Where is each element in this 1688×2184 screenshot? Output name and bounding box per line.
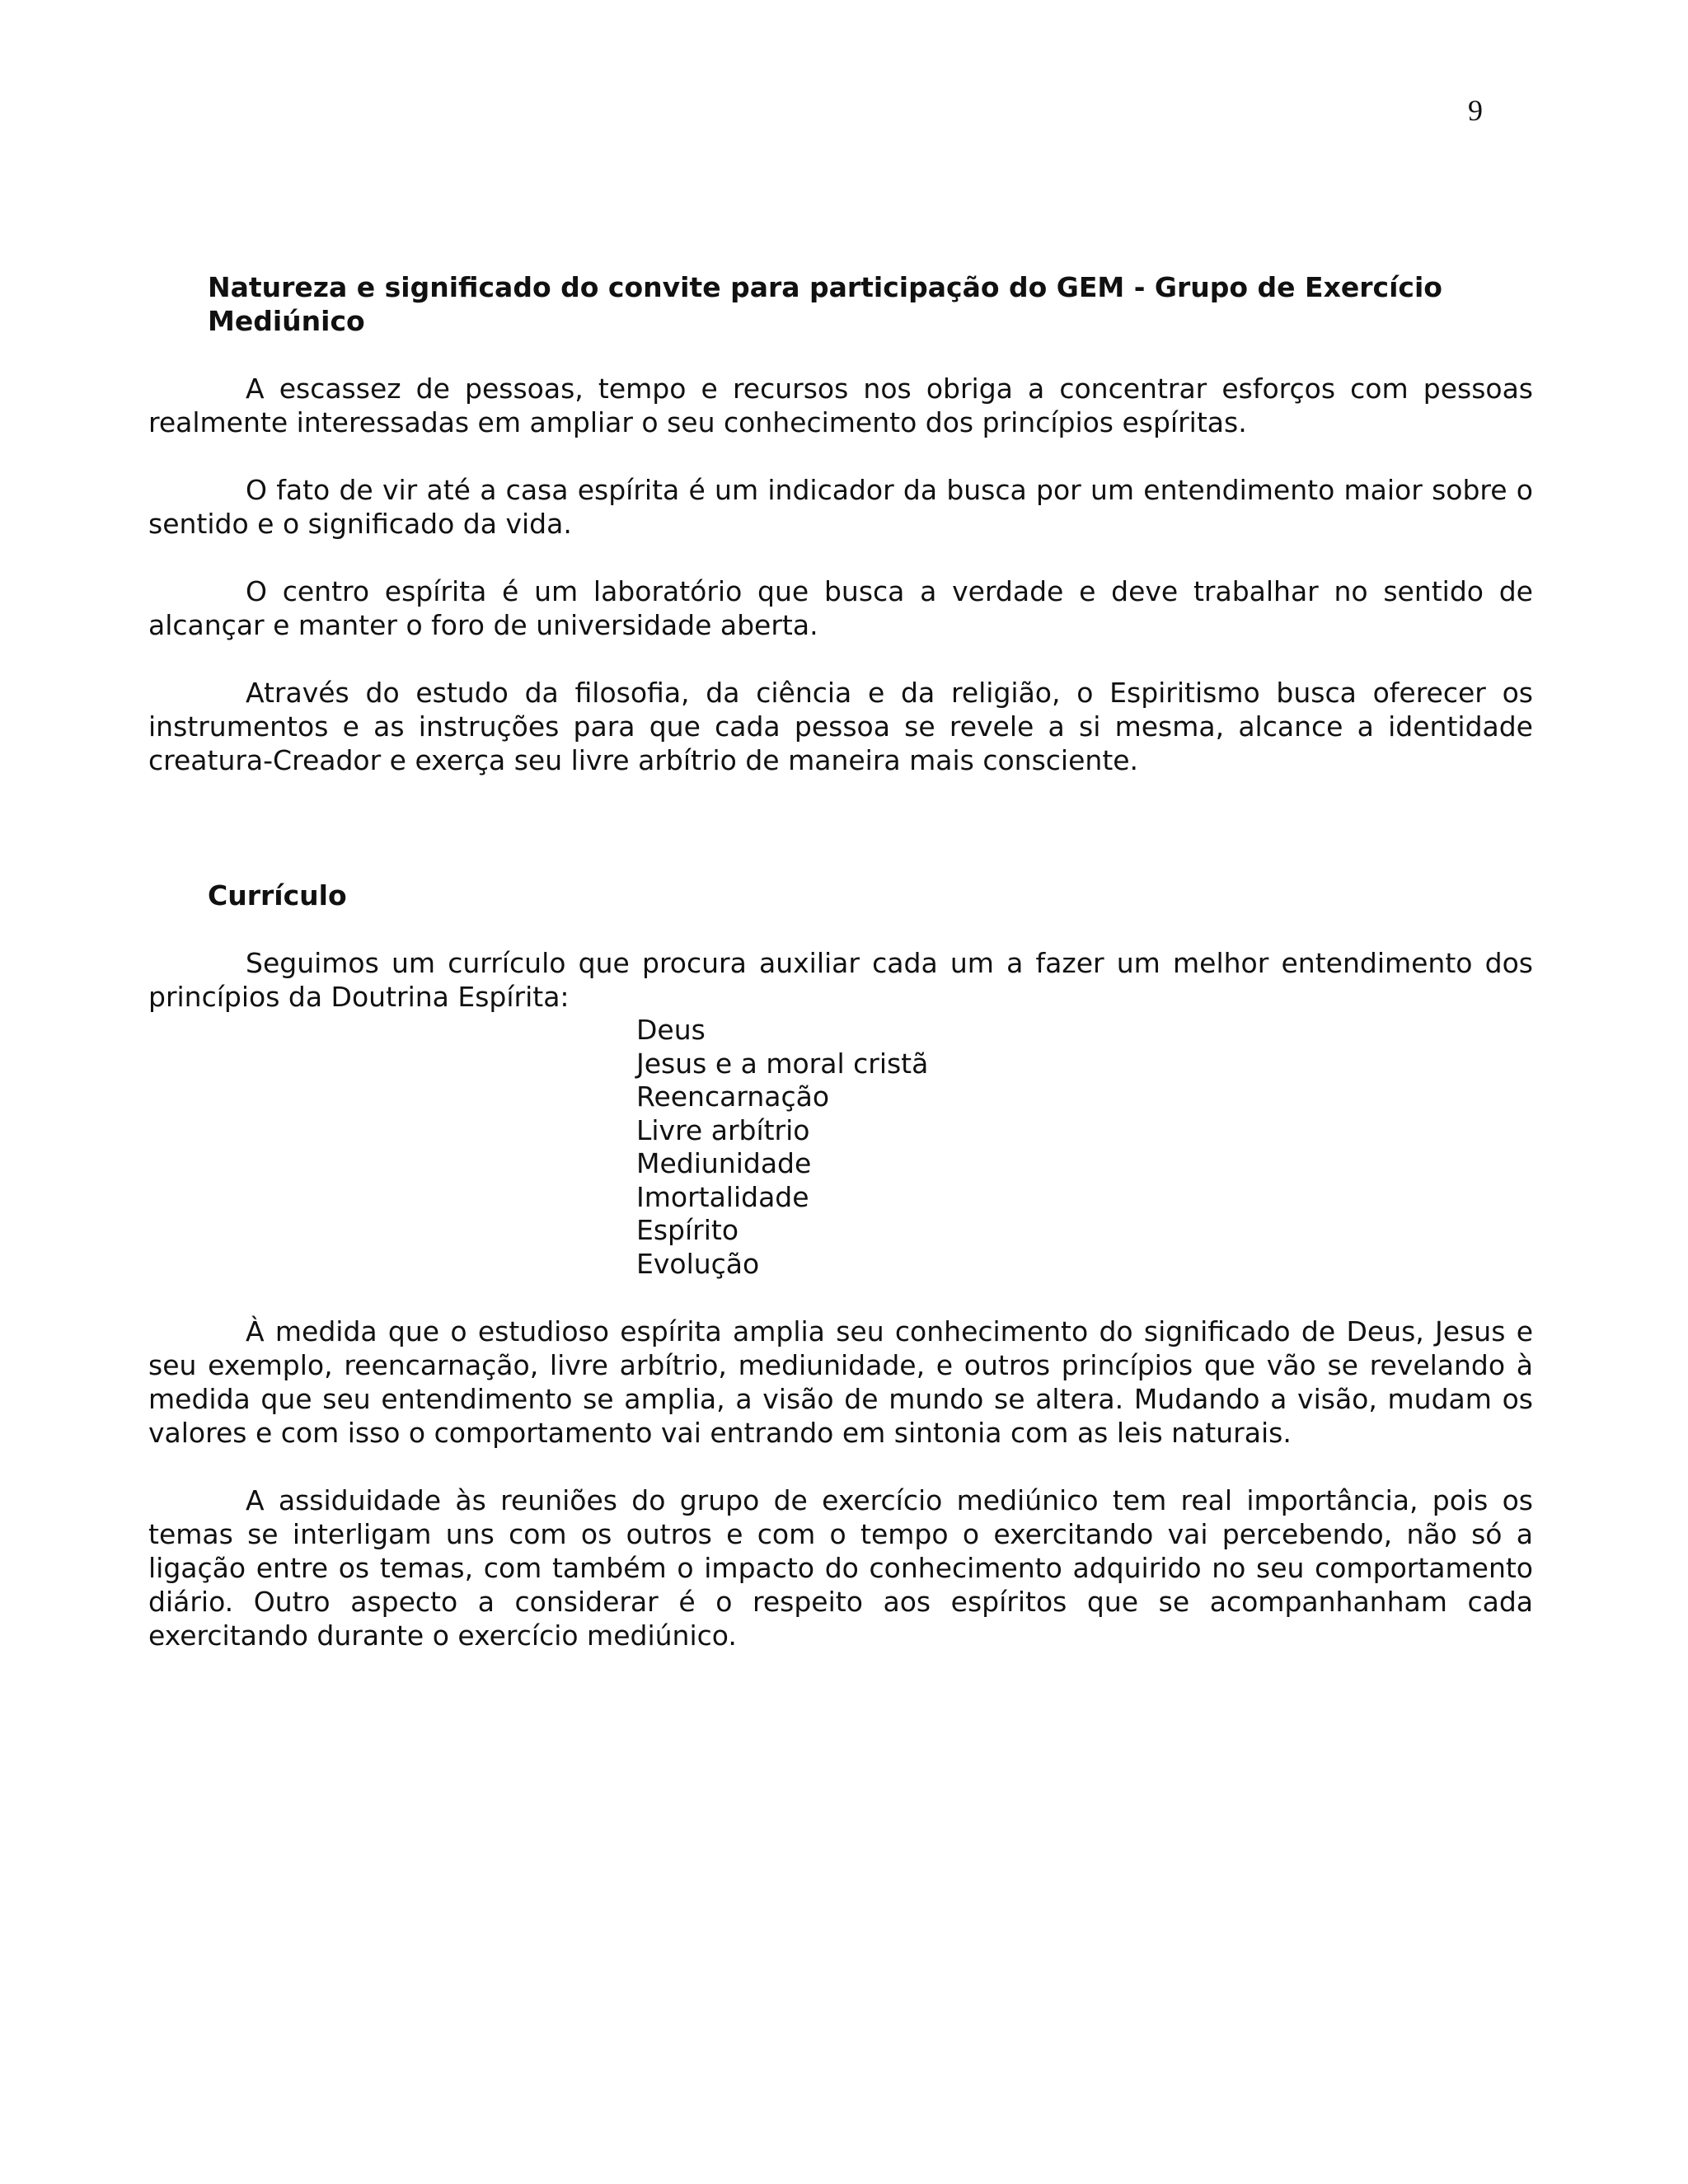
section-heading-curriculo: Currículo [208, 879, 347, 912]
list-item: Mediunidade [636, 1147, 812, 1179]
list-item: Imortalidade [636, 1180, 809, 1213]
section-heading-convite: Natureza e significado do convite para participação do GEM - Grupo de Exercício Mediúnico [208, 271, 1442, 337]
paragraph: O centro espírita é um laboratório que busca a verdade e deve trabalhar no sentido de alcançar e manter o foro de universidade aberta. [148, 575, 1533, 641]
section-curriculo [148, 879, 1533, 1652]
list-item: Livre arbítrio [636, 1113, 810, 1146]
page-number: 9 [1468, 94, 1483, 127]
paragraph: Através do estudo da filosofia, da ciência e da religião, o Espiritismo busca oferecer os instrumentos e as instruções para que cada pessoa se revele a si mesma, alcance a identidade creatura-Creador e exerça seu livre arbítrio de maneira mais consciente. [148, 677, 1533, 776]
list-item: Espírito [636, 1214, 739, 1246]
paragraph: A escassez de pessoas, tempo e recursos nos obriga a concentrar esforços com pessoas realmente interessadas em ampliar o seu conhecimento dos princípios espíritas. [148, 373, 1533, 438]
paragraph: O fato de vir até a casa espírita é um indicador da busca por um entendimento maior sobre o sentido e o significado da vida. [148, 474, 1533, 540]
paragraph: A assiduidade às reuniões do grupo de exercício mediúnico tem real importância, pois os temas se interligam uns com os outros e com o tempo o exercitando vai percebendo, não só a ligação entre os temas, com também o impacto do conhecimento adquirido no seu comportamento diário. Outro aspecto a considerar é o respeito aos espíritos que se acompanhanham cada exercitando durante o exercício mediúnico. [148, 1484, 1533, 1652]
document-body [148, 270, 1533, 1652]
list-item: Reencarnação [636, 1080, 830, 1113]
list-item: Deus [636, 1014, 706, 1046]
paragraph-intro: Seguimos um currículo que procura auxiliar cada um a fazer um melhor entendimento dos princípios da Doutrina Espírita: [148, 947, 1533, 1013]
list-item: Evolução [636, 1247, 760, 1280]
paragraph: À medida que o estudioso espírita amplia seu conhecimento do significado de Deus, Jesus e seu exemplo, reencarnação, livre arbítrio, mediunidade, e outros princípios que vão se revelando à medida que seu entendimento se amplia, a visão de mundo se altera. Mudando a visão, mudam os valores e com isso o comportamento vai entrando em sintonia com as leis naturais. [148, 1315, 1533, 1449]
curriculum-topic-list [148, 1014, 1533, 1281]
list-item: Jesus e a moral cristã [636, 1047, 929, 1080]
section-convite [148, 270, 1533, 777]
